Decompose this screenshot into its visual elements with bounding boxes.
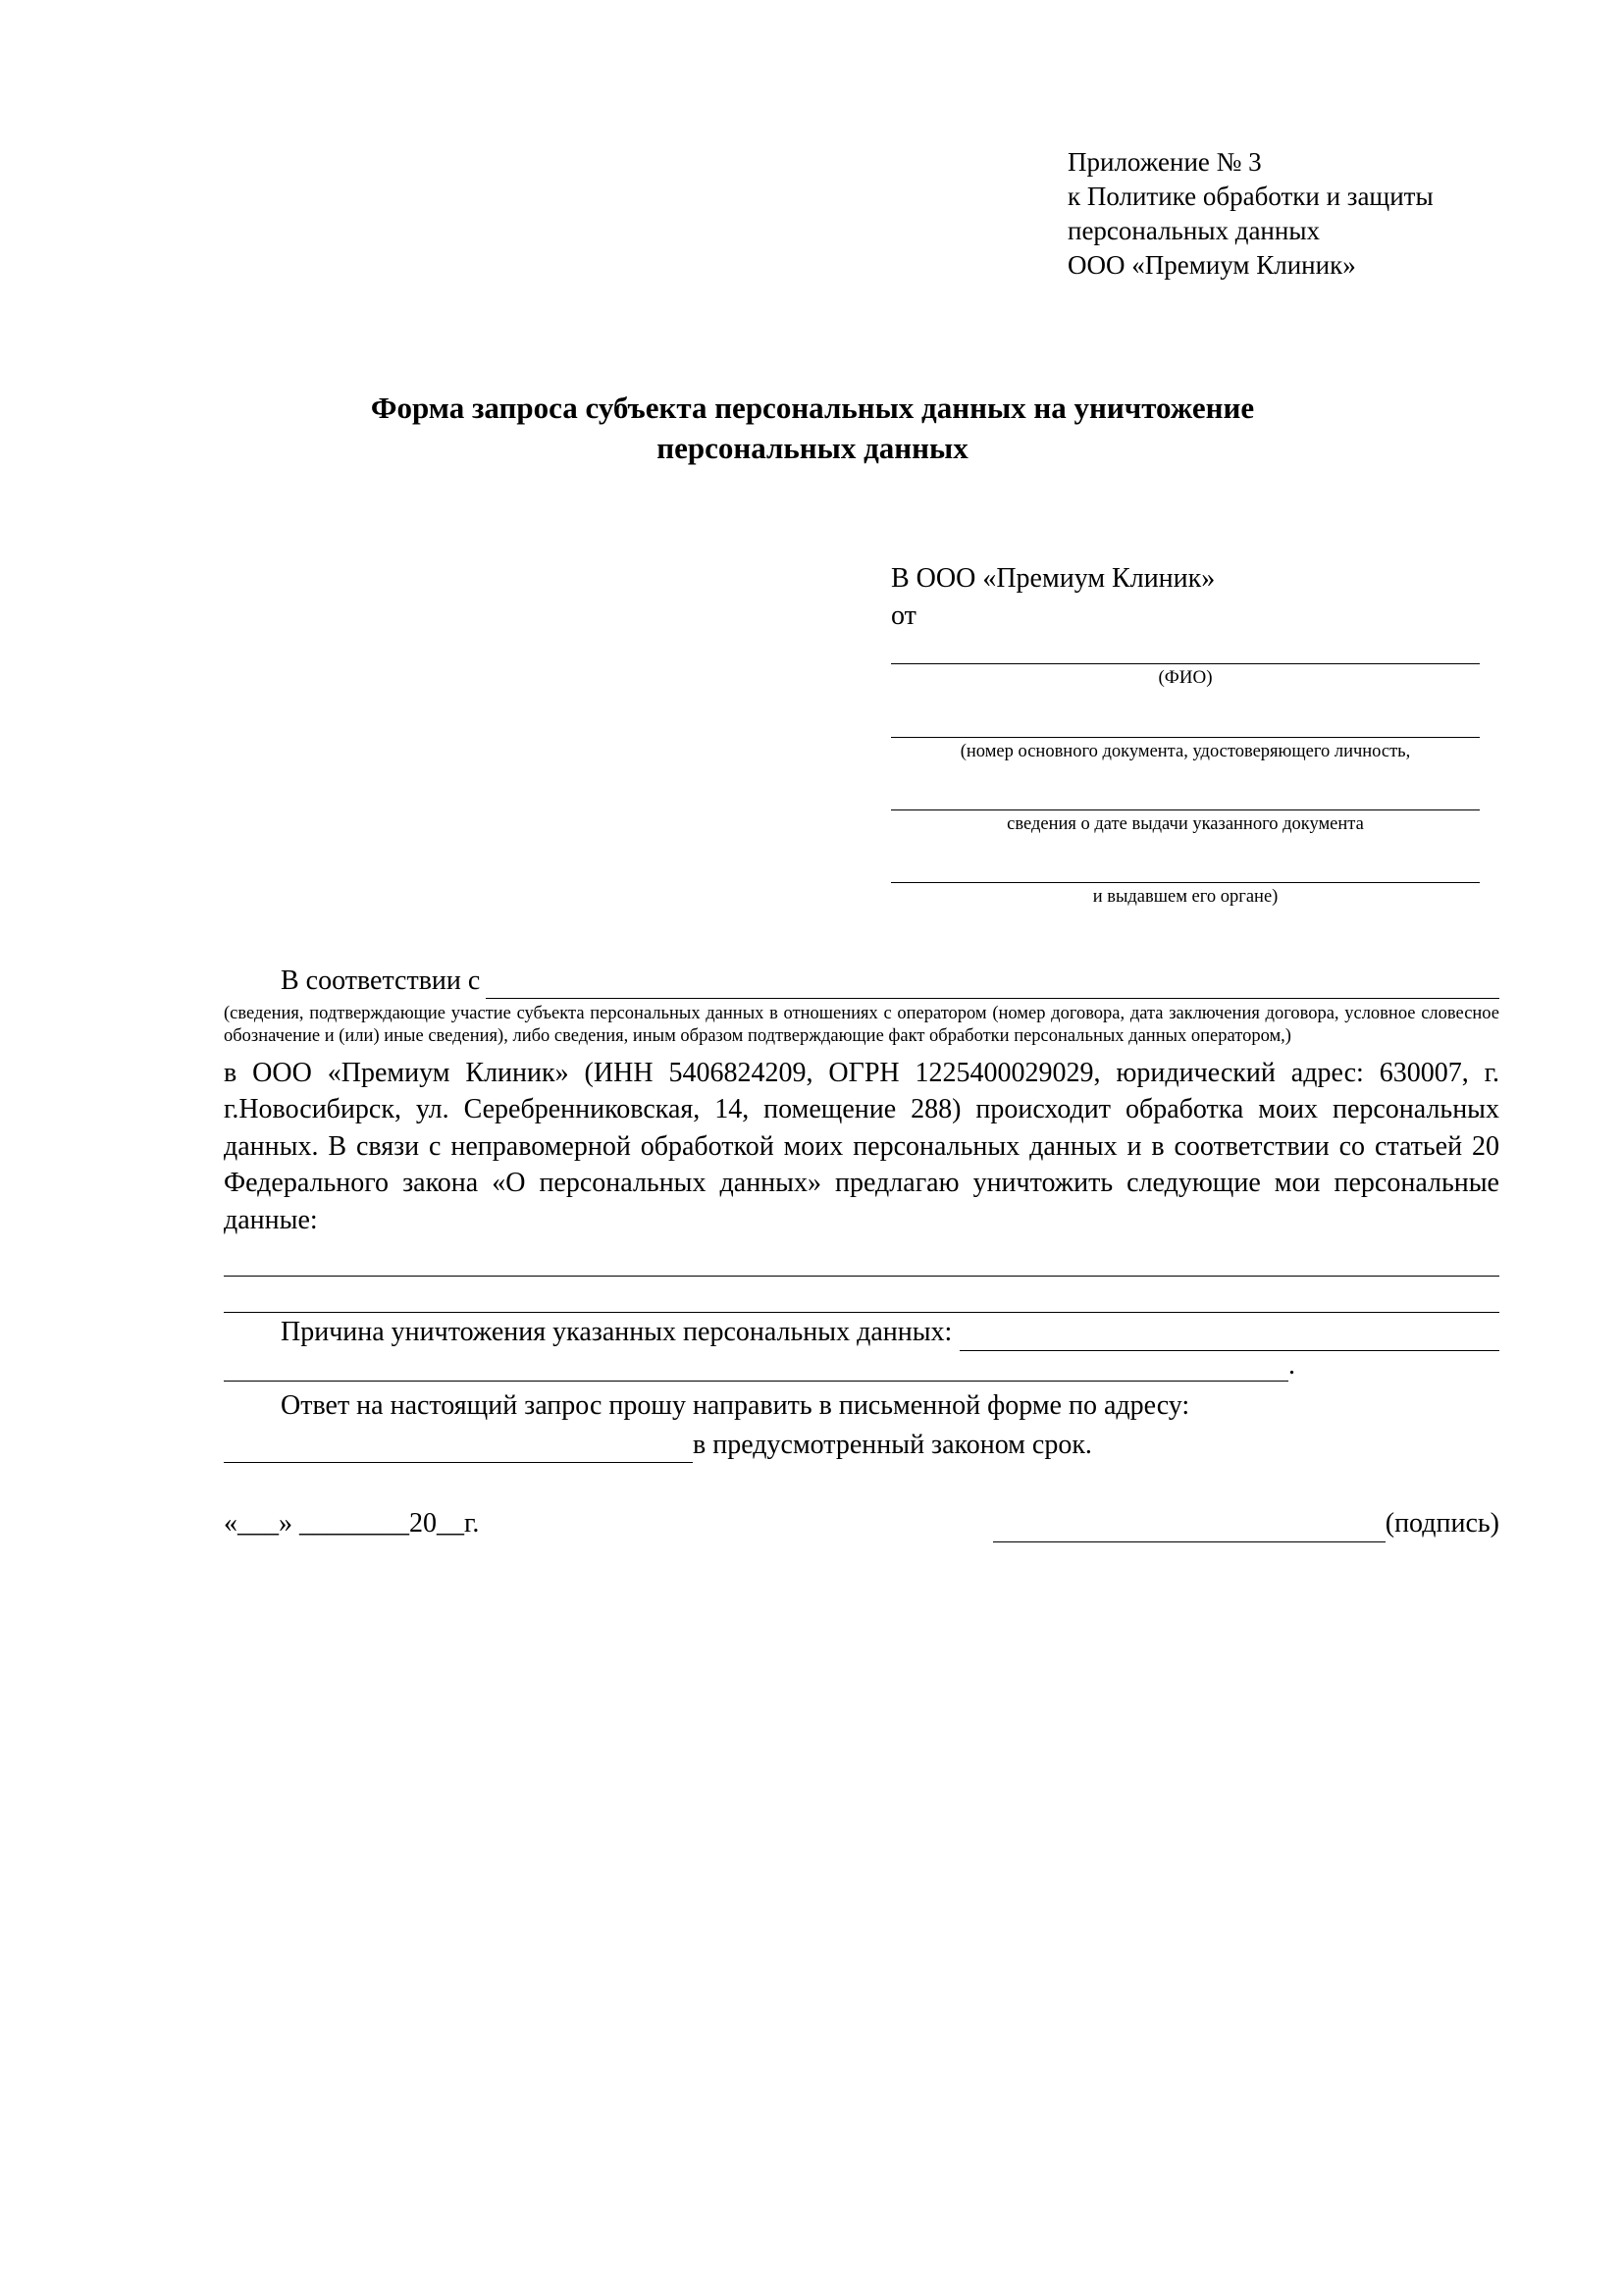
in-accordance-row [224, 964, 1499, 999]
applicant-document-issuer-caption: и выдавшем его органе) [1092, 887, 1279, 908]
reason-row-2 [224, 1351, 1499, 1382]
addressee-to: В ООО «Премиум Клиник» [891, 563, 1216, 595]
appendix-header [1068, 145, 1499, 283]
spacer [891, 835, 1480, 851]
period-mark: . [1288, 1349, 1295, 1381]
applicant-document-caption: (номер основного документа, удостоверяющего личность, [960, 741, 1411, 761]
date-field[interactable]: «___» ________20__г. [224, 1508, 480, 1539]
reason-label: Причина уничтожения указанных персональных данных: [281, 1317, 953, 1348]
in-accordance-label: В соответствии с [281, 965, 481, 996]
in-accordance-note: (сведения, подтверждающие участие субъекта персональных данных в отношениях с оператором (номер договора, дата заключения договора, условное словесное обозначение и (или) иные сведения), либо сведения, иным образом подтверждающие факт обработки персональных данных оператором,) [224, 1003, 1499, 1047]
spacer [891, 690, 1480, 705]
answer-address-row [224, 1428, 1499, 1463]
main-paragraph: в ООО «Премиум Клиник» (ИНН 5406824209, ОГРН 1225400029029, юридический адрес: 630007, г. г.Новосибирск, ул. Серебренниковская, 14, помещение 288) происходит обработка моих персональных данных. В связи с неправомерной обработкой моих персональных данных и в соответствии со статьей 20 Федерального закона «О персональных данных» предлагаю уничтожить следующие мои персональные данные: [224, 1057, 1499, 1235]
appendix-company: ООО «Премиум Клиник» [1068, 250, 1356, 281]
applicant-document-issuer-field[interactable] [891, 853, 1480, 883]
spacer [891, 762, 1480, 778]
answer-text: Ответ на настоящий запрос прошу направить в письменной форме по адресу: [281, 1389, 1190, 1421]
page-title-line-2: персональных данных [656, 431, 969, 466]
appendix-number: Приложение № 3 [1068, 147, 1262, 177]
answer-address-field[interactable] [224, 1435, 693, 1463]
appendix-policy-line-1: к Политике обработки и защиты [1068, 182, 1434, 212]
document-content [224, 0, 1499, 1542]
answer-paragraph [224, 1387, 1499, 1425]
document-body [224, 964, 1499, 1542]
addressee-from-label: от [891, 600, 916, 632]
page-title [234, 389, 1391, 469]
applicant-document-date-caption: сведения о дате выдачи указанного документа [1007, 814, 1364, 835]
applicant-name-caption: (ФИО) [1158, 667, 1213, 689]
applicant-document-date-field[interactable] [891, 780, 1480, 810]
data-to-destroy-field-1[interactable] [224, 1238, 1499, 1277]
date-signature-row [224, 1506, 1499, 1541]
appendix-policy-line-2: персональных данных [1068, 216, 1320, 246]
reason-row [224, 1315, 1499, 1350]
reason-field-1[interactable] [960, 1324, 1499, 1351]
reason-field-2[interactable] [224, 1351, 1288, 1382]
answer-term-text: в предусмотренный законом срок. [693, 1430, 1092, 1461]
in-accordance-field[interactable] [486, 971, 1499, 999]
addressee-block [891, 563, 1480, 908]
data-to-destroy-field-2[interactable] [224, 1277, 1499, 1313]
signature-field[interactable] [993, 1515, 1386, 1542]
signature-label: (подпись) [1385, 1508, 1499, 1539]
applicant-document-field[interactable] [891, 707, 1480, 738]
page-title-line-1: Форма запроса субъекта персональных данных на уничтожение [370, 391, 1255, 426]
applicant-name-field[interactable] [891, 634, 1480, 664]
